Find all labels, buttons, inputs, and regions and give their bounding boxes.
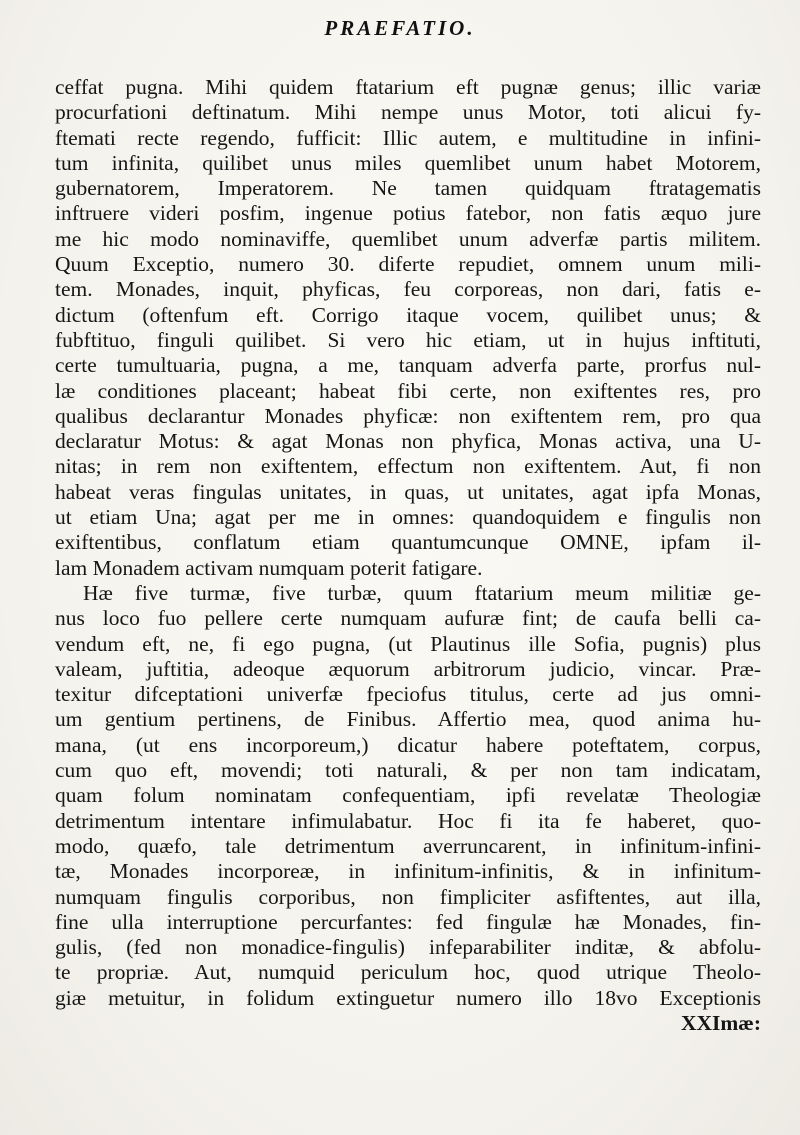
text-line: tum infinita, quilibet unus miles quemlibet unum habet Motorem, xyxy=(55,150,761,175)
text-line: exiftentibus, conflatum etiam quantumcunque OMNE, ipfam il- xyxy=(55,530,761,555)
text-line: quam folum nominatam confequentiam, ipfi revelatæ Theologiæ xyxy=(55,783,761,808)
text-line: dictum (oftenfum eft. Corrigo itaque vocem, quilibet unus; & xyxy=(55,302,761,327)
text-line: læ conditiones placeant; habeat fibi certe, non exiftentes res, pro xyxy=(55,378,761,403)
text-line: giæ metuitur, in folidum extinguetur numero illo 18vo Exceptionis xyxy=(55,985,761,1010)
text-line: ceffat pugna. Mihi quidem ftatarium eft pugnæ genus; illic variæ xyxy=(55,75,761,99)
text-line: vendum eft, ne, fi ego pugna, (ut Plautinus ille Sofia, pugnis) plus xyxy=(55,631,761,656)
paragraph-start-line: Hæ five turmæ, five turbæ, quum ftatarium meum militiæ ge- xyxy=(83,580,761,605)
paragraph-end-line: lam Monadem activam numquam poterit fatigare. xyxy=(55,555,483,580)
text-line: nitas; in rem non exiftentem, effectum non exiftentem. Aut, fi non xyxy=(55,454,761,479)
text-line: gubernatorem, Imperatorem. Ne tamen quidquam ftratagematis xyxy=(55,176,761,201)
text-line: cum quo eft, movendi; toti naturali, & per non tam indicatam, xyxy=(55,758,761,783)
text-line: ftemati recte regendo, fufficit: Illic autem, e multitudine in infini- xyxy=(55,125,761,150)
text-line: numquam fingulis corporibus, non fimpliciter asfiftentes, aut illa, xyxy=(55,884,761,909)
text-line: inftruere videri posfim, ingenue potius fatebor, non fatis æquo jure xyxy=(55,201,761,226)
text-line: certe tumultuaria, pugna, a me, tanquam adverfa parte, prorfus nul- xyxy=(55,353,761,378)
running-head: PRAEFATIO. xyxy=(324,16,476,40)
catchword: XXImæ: xyxy=(680,1010,761,1035)
text-line: um gentium pertinens, de Finibus. Affertio mea, quod anima hu- xyxy=(55,707,761,732)
text-line: modo, quæfo, tale detrimentum averruncarent, in infinitum-infini- xyxy=(55,833,761,858)
text-line: texitur difceptationi univerfæ fpeciofus titulus, certe ad jus omni- xyxy=(55,682,761,707)
text-line: declaratur Motus: & agat Monas non phyfica, Monas activa, una U- xyxy=(55,429,761,454)
text-line: procurfationi deftinatum. Mihi nempe unus Motor, toti alicui fy- xyxy=(55,100,761,125)
text-line: te propriæ. Aut, numquid periculum hoc, quod utrique Theolo- xyxy=(55,960,761,985)
text-line: qualibus declarantur Monades phyficæ: non exiftentem rem, pro qua xyxy=(55,403,761,428)
text-line: ut etiam Una; agat per me in omnes: quandoquidem e fingulis non xyxy=(55,505,761,530)
text-line: nus loco fuo pellere certe numquam aufuræ fint; de caufa belli ca- xyxy=(55,606,761,631)
text-line: valeam, juftitia, adeoque æquorum arbitrorum judicio, vincar. Præ- xyxy=(55,656,761,681)
text-line: habeat veras fingulas unitates, in quas, ut unitates, agat ipfa Monas, xyxy=(55,479,761,504)
text-line: Quum Exceptio, numero 30. diferte repudiet, omnem unum mili- xyxy=(55,252,761,277)
text-line: gulis, (fed non monadice-fingulis) infeparabiliter inditæ, & abfolu- xyxy=(55,935,761,960)
text-line: tæ, Monades incorporeæ, in infinitum-infinitis, & in infinitum- xyxy=(55,859,761,884)
text-line: me hic modo nominaviffe, quemlibet unum adverfæ partis militem. xyxy=(55,226,761,251)
text-line: detrimentum intentare infimulabatur. Hoc fi ita fe haberet, quo- xyxy=(55,808,761,833)
text-line: fine ulla interruptione percurfantes: fed fingulæ hæ Monades, fin- xyxy=(55,909,761,934)
text-line: tem. Monades, inquit, phyficas, feu corporeas, non dari, fatis e- xyxy=(55,277,761,302)
text-line: mana, (ut ens incorporeum,) dicatur habere poteftatem, corpus, xyxy=(55,732,761,757)
text-line: fubftituo, finguli quilibet. Si vero hic etiam, ut in hujus inftituti, xyxy=(55,327,761,352)
preface-text xyxy=(55,75,761,1036)
